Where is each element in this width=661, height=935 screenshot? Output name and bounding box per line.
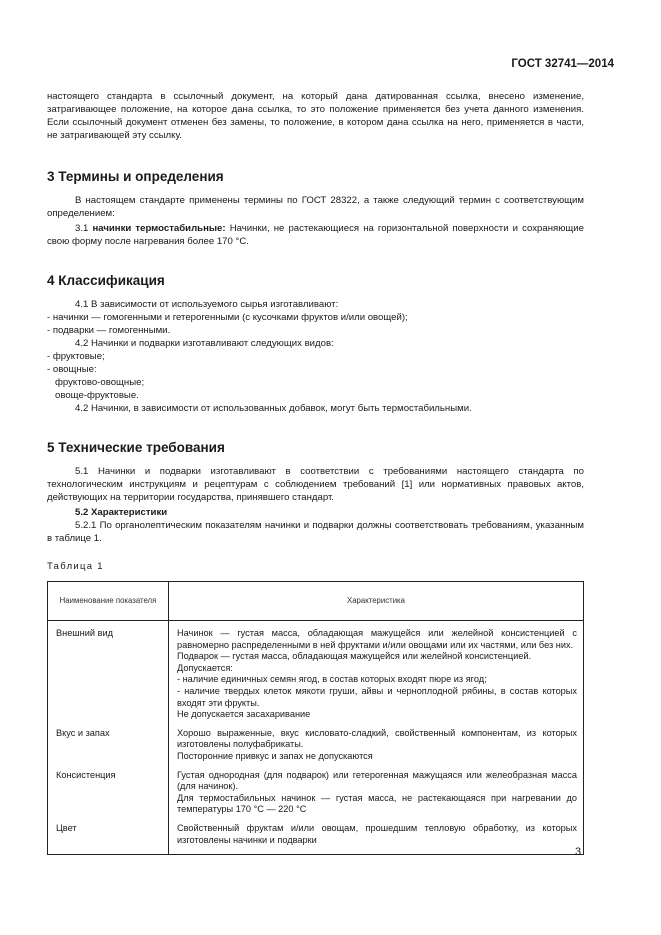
classification-line: - фруктовые;	[47, 351, 105, 362]
table-row	[48, 621, 584, 721]
col-header-characteristic: Характеристика	[169, 582, 584, 621]
indicator-name: Внешний вид	[48, 621, 169, 721]
characteristic-line: Свойственный фруктам и/или овощам, прошедшим тепловую обработку, из которых изготовлены начинки и подварки	[177, 822, 577, 845]
table-header-row	[48, 582, 584, 621]
intro-paragraph: настоящего стандарта в ссылочный документ, на который дана датированная ссылка, внесено изменение, затрагивающее положение, на которое дана ссылка, то это положение применяется без учета данного изменения. Если ссылочный документ отменен без замены, то положение, в котором дана ссылка на него, применяется в части, не затрагивающей эту ссылку.	[47, 91, 584, 141]
page-content	[47, 90, 584, 855]
table-row	[48, 763, 584, 816]
table-caption: Таблица 1	[47, 561, 104, 572]
characteristic-line: Хорошо выраженные, вкус кисловато-сладкий, свойственный компонентам, из которых изготовлены полуфабрикаты.	[177, 727, 577, 750]
characteristic-cell	[169, 721, 584, 763]
section-5-2-title: 5.2 Характеристики	[75, 507, 168, 518]
characteristic-line: Подварок — густая масса, обладающая мажущейся или желейной консистенцией.	[177, 651, 532, 662]
characteristic-line: Посторонние привкус и запах не допускаются	[177, 750, 373, 761]
classification-line: - начинки — гомогенными и гетерогенными (с кусочками фруктов и/или овощей);	[47, 312, 408, 323]
indicator-name: Вкус и запах	[48, 721, 169, 763]
characteristic-line: - наличие твердых клеток мякоти груши, айвы и черноплодной рябины, в состав которых входят эти фрукты.	[177, 685, 577, 708]
section-5-title: 5 Технические требования	[47, 440, 225, 455]
term-number: 3.1	[75, 223, 89, 234]
classification-line: фруктово-овощные;	[55, 377, 145, 388]
characteristic-cell	[169, 621, 584, 721]
term-definition: Начинки, не растекающиеся на горизонтальной поверхности и сохраняющие свою форму после нагревания более 170 °С.	[47, 223, 584, 247]
col-header-indicator: Наименование показателя	[48, 582, 169, 621]
table-row	[48, 721, 584, 763]
standard-header: ГОСТ 32741—2014	[511, 58, 614, 70]
section-3-title: 3 Термины и определения	[47, 169, 224, 184]
section-3-p1: В настоящем стандарте применены термины по ГОСТ 28322, а также следующий термин с соответствующим определением:	[47, 195, 584, 219]
characteristic-line: - наличие единичных семян ягод, в состав которых входят пюре из ягод;	[177, 674, 487, 685]
page-number: 3	[575, 846, 582, 858]
section-5-p2: 5.2.1 По органолептическим показателям начинки и подварки должны соответствовать требованиям, указанным в таблице 1.	[47, 520, 584, 544]
indicator-name: Цвет	[48, 816, 169, 855]
characteristic-line: Густая однородная (для подварок) или гетерогенная мажущаяся или желеобразная масса (для начинок).	[177, 769, 577, 792]
characteristic-line: Для термостабильных начинок — густая масса, не растекающаяся при нагревании до температуры 170 °С — 220 °С	[177, 792, 577, 815]
characteristic-cell	[169, 763, 584, 816]
section-5-p1: 5.1 Начинки и подварки изготавливают в соответствии с требованиями настоящего стандарта по технологическим инструкциям и рецептурам с соблюдением требований [1] или нормативных правовых актов, действующих на территории государства, принявшего стандарт.	[47, 466, 584, 503]
classification-line: 4.2 Начинки, в зависимости от использованных добавок, могут быть термостабильными.	[75, 403, 472, 414]
section-4-title: 4 Классификация	[47, 273, 165, 288]
classification-line: - овощные:	[47, 364, 97, 375]
characteristic-line: Начинок — густая масса, обладающая мажущейся или желейной консистенцией с равномерно распределенными в ней фруктами и/или овощами или их частями, или без них.	[177, 628, 577, 650]
table-row	[48, 816, 584, 855]
characteristic-cell	[169, 816, 584, 855]
characteristic-line: Допускается:	[177, 662, 233, 673]
term-name: начинки термостабильные:	[92, 223, 226, 234]
section-4-list	[47, 298, 584, 415]
characteristics-table	[47, 581, 584, 855]
indicator-name: Консистенция	[48, 763, 169, 816]
classification-line: - подварки — гомогенными.	[47, 325, 171, 336]
classification-line: 4.2 Начинки и подварки изготавливают следующих видов:	[75, 338, 334, 349]
section-3-p2	[47, 222, 584, 248]
classification-line: 4.1 В зависимости от используемого сырья изготавливают:	[75, 299, 339, 310]
classification-line: овоще-фруктовые.	[55, 390, 139, 401]
characteristic-line: Не допускается засахаривание	[177, 709, 311, 720]
